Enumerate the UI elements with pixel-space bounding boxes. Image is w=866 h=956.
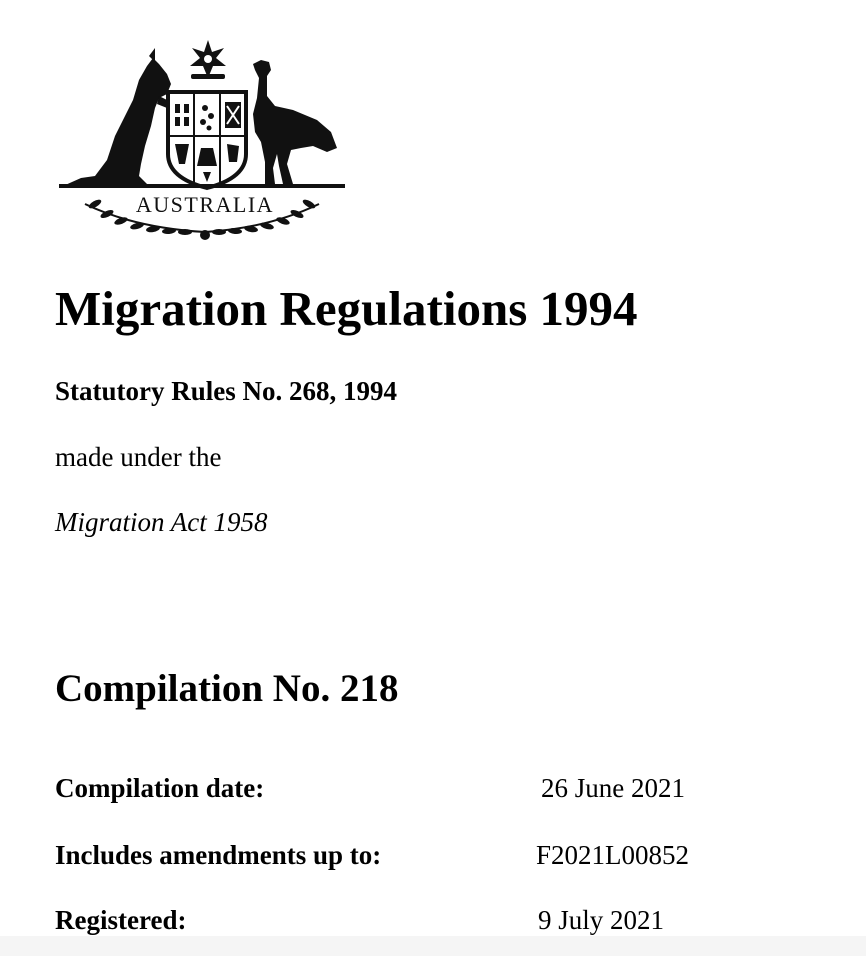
registered-label: Registered: — [55, 905, 187, 935]
page-bottom-edge — [0, 936, 866, 956]
crest-label: AUSTRALIA — [135, 192, 275, 217]
registered-value: 9 July 2021 — [538, 905, 665, 935]
coat-of-arms-icon — [55, 36, 350, 248]
document-title: Migration Regulations 1994 — [55, 281, 638, 336]
amendments-value: F2021L00852 — [536, 840, 690, 870]
enabling-act-name: Migration Act 1958 — [55, 507, 268, 537]
amendments-label: Includes amendments up to: — [55, 840, 382, 870]
statutory-rules-number: Statutory Rules No. 268, 1994 — [55, 376, 397, 406]
compilation-date-label: Compilation date: — [55, 773, 265, 803]
compilation-date-value: 26 June 2021 — [541, 773, 685, 803]
compilation-heading: Compilation No. 218 — [55, 667, 399, 710]
made-under-text: made under the — [55, 442, 222, 472]
